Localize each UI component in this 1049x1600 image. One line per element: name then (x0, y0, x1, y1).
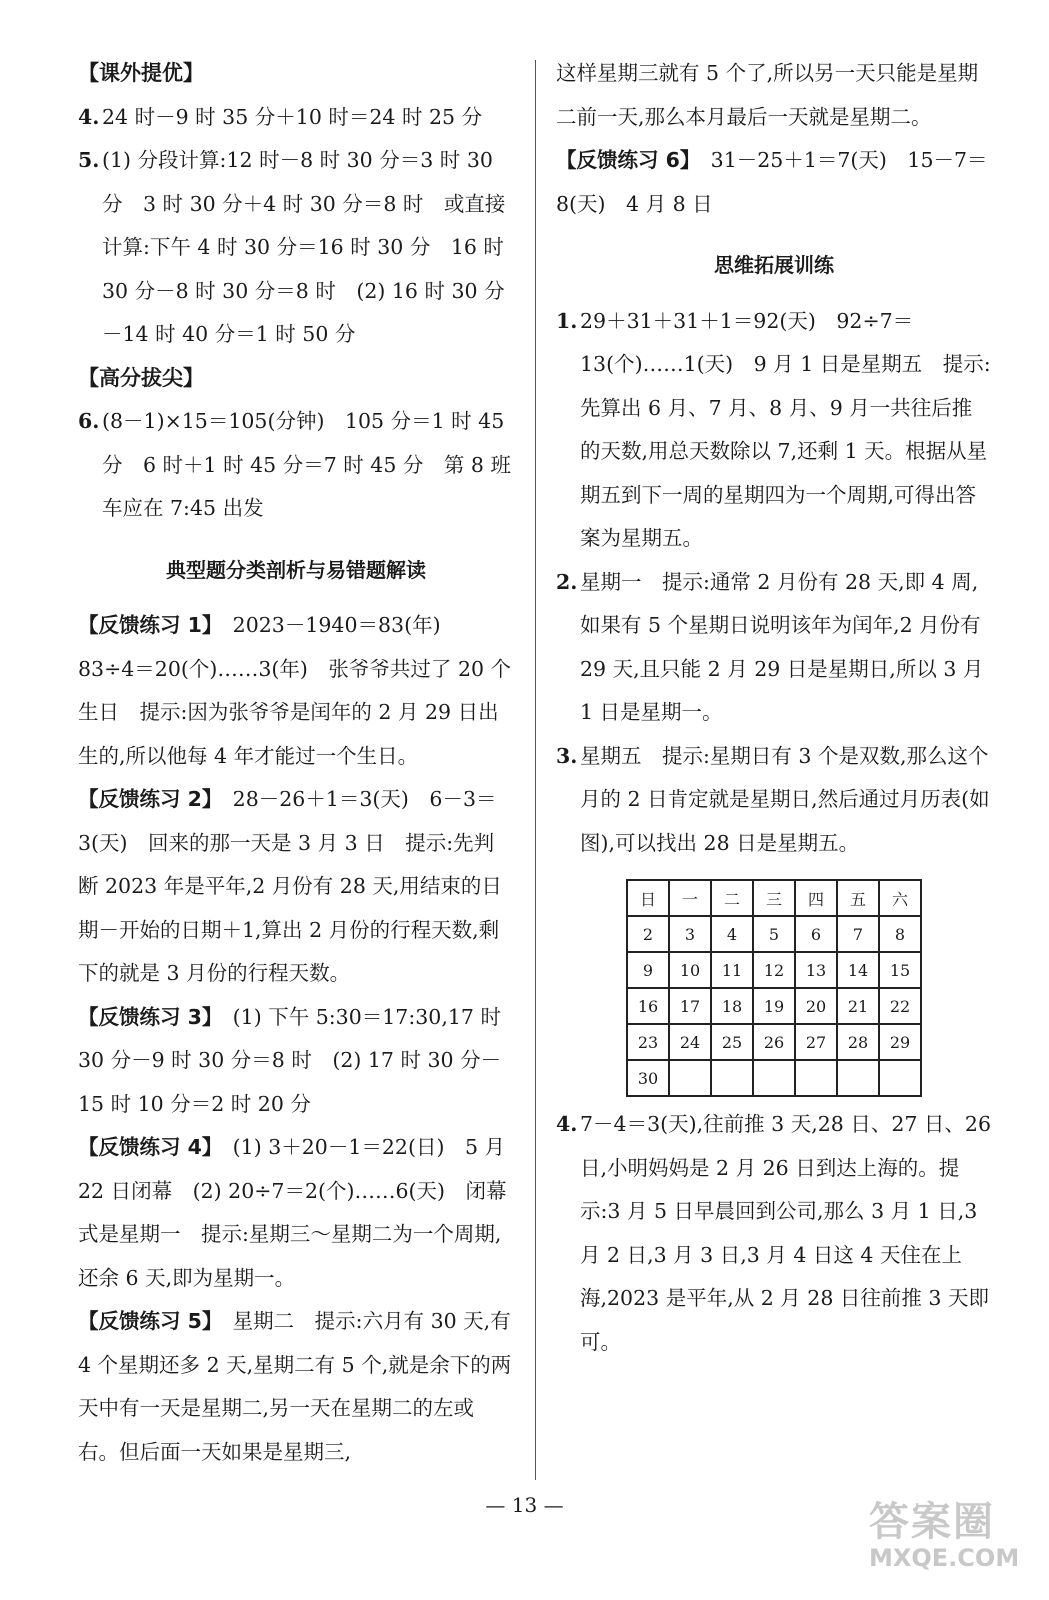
calendar-cell: 15 (879, 952, 921, 988)
calendar-cell (837, 1060, 879, 1096)
answer-item-5 (78, 139, 514, 357)
calendar-cell (795, 1060, 837, 1096)
calendar-cell (753, 1060, 795, 1096)
calendar-cell: 6 (795, 916, 837, 952)
calendar-cell: 25 (711, 1024, 753, 1060)
weekday-header: 一 (669, 880, 711, 916)
watermark-url: MXQE.COM (869, 1544, 1020, 1572)
calendar-cell (669, 1060, 711, 1096)
calendar-cell: 3 (669, 916, 711, 952)
exercise-item-3 (556, 735, 992, 866)
feedback-practice-5 (78, 1300, 514, 1474)
exercise-item-2 (556, 561, 992, 735)
right-column (556, 52, 992, 1364)
calendar-cell: 14 (837, 952, 879, 988)
item-text: 星期一 提示:通常 2 月份有 28 天,即 4 周,如果有 5 个星期日说明该年为闰年,2 月份有 29 天,且只能 2 月 29 日是星期日,所以 3 月 1 日是星期一。 (580, 569, 984, 724)
calendar-row (627, 1060, 921, 1096)
calendar-cell (711, 1060, 753, 1096)
calendar-cell: 29 (879, 1024, 921, 1060)
item-text: (1) 分段计算:12 时－8 时 30 分＝3 时 30 分 3 时 30 分＋4 时 30 分＝8 时 或直接计算:下午 4 时 30 分＝16 时 30 分 16 时 30 分－8 时 30 分＝8 时 (2) 16 时 30 分－14 时 40 分＝1 时 50 分 (102, 148, 506, 346)
feedback-tag: 【反馈练习 2】 (78, 787, 213, 811)
item-text: 7－4＝3(天),往前推 3 天,28 日、27 日、26 日,小明妈妈是 2 月 26 日到达上海的。提示:3 月 5 日早晨回到公司,那么 3 月 1 日,3 月 2 日,3 月 3 日,3 月 4 日这 4 天住在上海,2023 是平年,从 2 月 28 日往前推 3 天即可。 (580, 1112, 992, 1354)
calendar-cell: 27 (795, 1024, 837, 1060)
calendar-cell: 10 (669, 952, 711, 988)
column-divider (535, 60, 536, 1480)
month-calendar-table (626, 879, 922, 1097)
feedback-practice-3 (78, 996, 514, 1127)
watermark-text: 答案圈 (869, 1499, 995, 1545)
calendar-cell: 23 (627, 1024, 669, 1060)
feedback-text: (1) 3＋20－1＝22(日) 5 月 22 日闭幕 (2) 20÷7＝2(个)……6(天) 闭幕式是星期一 提示:星期三～星期二为一个周期,还余 6 天,即为星期一。 (78, 1135, 507, 1290)
calendar-cell: 26 (753, 1024, 795, 1060)
calendar-cell: 20 (795, 988, 837, 1024)
calendar-cell: 17 (669, 988, 711, 1024)
calendar-cell: 28 (837, 1024, 879, 1060)
weekday-header: 日 (627, 880, 669, 916)
feedback-tag: 【反馈练习 5】 (78, 1309, 213, 1333)
feedback-text: 31－25＋1＝7(天) 15－7＝8(天) 4 月 8 日 (556, 148, 988, 216)
item-number: 6. (78, 409, 100, 433)
calendar-cell: 11 (711, 952, 753, 988)
weekday-header: 二 (711, 880, 753, 916)
item-text: 24 时－9 时 35 分＋10 时＝24 时 25 分 (102, 104, 483, 129)
calendar-cell (879, 1060, 921, 1096)
calendar-cell: 18 (711, 988, 753, 1024)
feedback-practice-2 (78, 778, 514, 996)
item-number: 1. (556, 308, 578, 333)
item-number: 5. (78, 148, 100, 172)
section-heading-top-score: 【高分拔尖】 (78, 365, 204, 390)
calendar-cell: 19 (753, 988, 795, 1024)
feedback-practice-6 (556, 139, 992, 226)
weekday-header: 五 (837, 880, 879, 916)
feedback-text: 28－26＋1＝3(天) 6－3＝3(天) 回来的那一天是 3 月 3 日 提示:先判断 2023 年是平年,2 月份有 28 天,用结束的日期－开始的日期＋1,算出 2 月份的行程天数,剩下的就是 3 月份的行程天数。 (78, 787, 502, 985)
answer-item-4 (78, 96, 514, 140)
calendar-cell: 30 (627, 1060, 669, 1096)
feedback-tag: 【反馈练习 1】 (78, 613, 213, 637)
weekday-header: 四 (795, 880, 837, 916)
item-text: 29＋31＋31＋1＝92(天) 92÷7＝13(个)……1(天) 9 月 1 日是星期五 提示:先算出 6 月、7 月、8 月、9 月一共往后推的天数,用总天数除以 7,还剩 1 天。根据从星期五到下一周的星期四为一个周期,可得出答案为星期五。 (580, 308, 991, 550)
calendar-row (627, 988, 921, 1024)
exercise-item-1 (556, 300, 992, 561)
calendar-cell: 12 (753, 952, 795, 988)
calendar-cell: 22 (879, 988, 921, 1024)
calendar-row (627, 1024, 921, 1060)
item-text: 星期五 提示:星期日有 3 个是双数,那么这个月的 2 日肯定就是星期日,然后通过月历表(如图),可以找出 28 日是星期五。 (580, 743, 990, 855)
calendar-row (627, 952, 921, 988)
feedback-text: 2023－1940＝83(年) 83÷4＝20(个)……3(年) 张爷爷共过了 20 个生日 提示:因为张爷爷是闰年的 2 月 29 日出生的,所以他每 4 年才能过一个生日。 (78, 613, 512, 768)
weekday-header: 六 (879, 880, 921, 916)
page-number: — 13 — (485, 1493, 564, 1517)
calendar-cell: 4 (711, 916, 753, 952)
exercise-item-4 (556, 1103, 992, 1364)
weekday-header: 三 (753, 880, 795, 916)
feedback-practice-4 (78, 1126, 514, 1300)
feedback-tag: 【反馈练习 3】 (78, 1004, 213, 1029)
section-title-typical: 典型题分类剖析与易错题解读 (166, 557, 426, 582)
calendar-cell: 8 (879, 916, 921, 952)
section-heading-extracurricular: 【课外提优】 (78, 61, 204, 85)
calendar-cell: 16 (627, 988, 669, 1024)
calendar-cell: 7 (837, 916, 879, 952)
item-text: (8－1)×15＝105(分钟) 105 分＝1 时 45 分 6 时＋1 时 45 分＝7 时 45 分 第 8 班车应在 7:45 出发 (102, 409, 511, 520)
calendar-cell: 13 (795, 952, 837, 988)
calendar-cell: 21 (837, 988, 879, 1024)
watermark-logo (869, 1500, 1029, 1580)
answer-item-6 (78, 400, 514, 531)
calendar-cell: 2 (627, 916, 669, 952)
calendar-cell: 24 (669, 1024, 711, 1060)
calendar-cell: 5 (753, 916, 795, 952)
feedback-practice-1 (78, 604, 514, 778)
item-number: 2. (556, 569, 578, 594)
item-number: 4. (78, 104, 100, 129)
feedback-tag: 【反馈练习 4】 (78, 1135, 213, 1159)
left-column (78, 52, 514, 1474)
calendar-cell: 9 (627, 952, 669, 988)
continued-text: 这样星期三就有 5 个了,所以另一天只能是星期二前一天,那么本月最后一天就是星期二。 (556, 61, 979, 129)
feedback-text: (1) 下午 5:30＝17:30,17 时 30 分－9 时 30 分＝8 时 (2) 17 时 30 分－15 时 10 分＝2 时 20 分 (78, 1004, 502, 1116)
section-title-thinking: 思维拓展训练 (714, 253, 834, 277)
calendar-row (627, 916, 921, 952)
feedback-tag: 【反馈练习 6】 (556, 148, 691, 172)
feedback-text: 星期二 提示:六月有 30 天,有 4 个星期还多 2 天,星期二有 5 个,就是余下的两天中有一天是星期二,另一天在星期二的左或右。但后面一天如果是星期三, (78, 1309, 512, 1464)
item-number: 4. (556, 1112, 578, 1136)
item-number: 3. (556, 743, 578, 768)
calendar-header-row (627, 880, 921, 916)
